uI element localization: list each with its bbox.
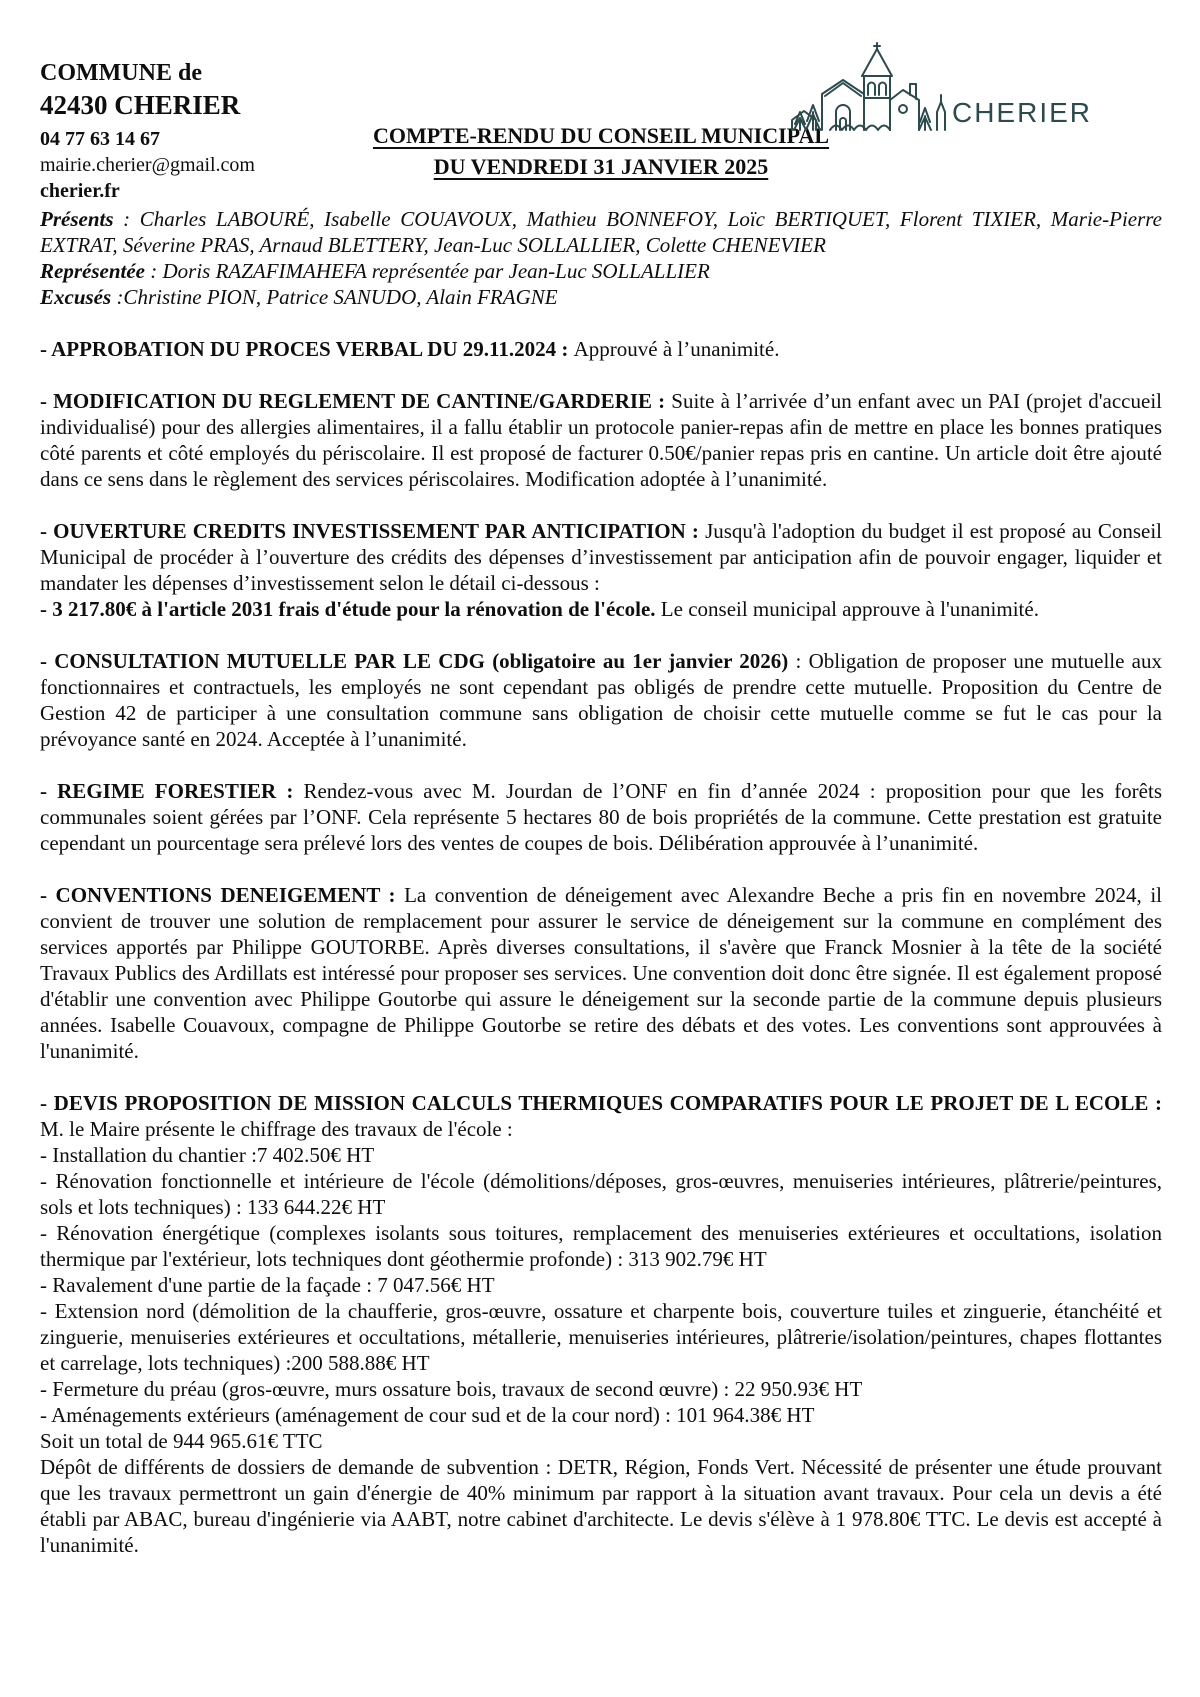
presents-names: : Charles LABOURÉ, Isabelle COUAVOUX, Mathieu BONNEFOY, Loïc BERTIQUET, Florent TIXIER, Marie-Pierre EXTRAT, Séverine PRAS, Arnaud BLETTERY, Jean-Luc SOLLALLIER, Colette CHENEVIER — [40, 207, 1162, 257]
devis-intro — [40, 1090, 1162, 1142]
estimate-line-item: - Rénovation énergétique (complexes isolants sous toitures, remplacement des menuiseries extérieures et occultations, isolation thermique par l'extérieur, lots techniques dont géothermie profonde) : 313 902.79€ HT — [40, 1221, 1162, 1271]
credit-approval: Le conseil municipal approuve à l'unanimité. — [660, 597, 1039, 621]
section-heading: - REGIME FORESTIER : — [40, 779, 304, 803]
section-approbation — [40, 336, 1162, 362]
section-text: M. le Maire présente le chiffrage des travaux de l'école : — [40, 1117, 513, 1141]
section-text: Suite à l’arrivée d’un enfant avec un PAI (projet d'accueil individualisé) pour des allergies alimentaires, il a fallu établir un protocole panier-repas afin de mettre en place les bonnes pratiques côté parents et côté employés du périscolaire. Il est proposé de facturer 0.50€/panier repas pris en cantine. Un article doit être ajouté dans ce sens dans le règlement des services périscolaires. Modification adoptée à l’unanimité. — [40, 389, 1162, 491]
attendance-representee — [40, 258, 1162, 284]
estimate-line-item: - Aménagements extérieurs (aménagement de cour sud et de la cour nord) : 101 964.38€ HT — [40, 1403, 815, 1427]
section-heading: - APPROBATION DU PROCES VERBAL DU 29.11.2024 : — [40, 337, 574, 361]
section-heading: - MODIFICATION DU REGLEMENT DE CANTINE/GARDERIE : — [40, 389, 672, 413]
estimate-line-item: - Ravalement d'une partie de la façade : 7 047.56€ HT — [40, 1273, 495, 1297]
email-address: mairie.cherier@gmail.com — [40, 154, 255, 176]
document-title-line-2: DU VENDREDI 31 JANVIER 2025 — [433, 154, 769, 179]
estimate-line-item: - Extension nord (démolition de la chaufferie, gros-œuvre, ossature et charpente bois, couverture tuiles et zinguerie, étanchéité et zinguerie, menuiseries extérieures et occultations, métallerie, menuiseries intérieures, plâtrerie/isolation/peintures, chapes flottantes et carrelage, lots techniques) :200 588.88€ HT — [40, 1299, 1162, 1375]
representee-names: : Doris RAZAFIMAHEFA représentée par Jean-Luc SOLLALLIER — [144, 259, 710, 283]
attendance-block — [40, 206, 1162, 310]
estimate-line-item: - Installation du chantier :7 402.50€ HT — [40, 1143, 375, 1167]
section-text: Approuvé à l’unanimité. — [573, 337, 780, 361]
village-skyline-icon — [790, 42, 950, 134]
section-text: Jusqu'à l'adoption du budget il est proposé au Conseil Municipal de procéder à l’ouverture des crédits des dépenses d’investissement par anticipation afin de pouvoir engager, liquider et mandater les dépenses d’investissement selon le détail ci-dessous : — [40, 519, 1162, 595]
estimate-total-line: Soit un total de 944 965.61€ TTC — [40, 1429, 323, 1453]
section-heading: - DEVIS PROPOSITION DE MISSION CALCULS THERMIQUES COMPARATIFS POUR LE PROJET DE L ECOLE : — [40, 1091, 1162, 1115]
representee-label: Représentée — [40, 259, 145, 283]
excuses-names: :Christine PION, Patrice SANUDO, Alain FRAGNE — [111, 285, 558, 309]
section-heading: - OUVERTURE CREDITS INVESTISSEMENT PAR ANTICIPATION : — [40, 519, 706, 543]
section-regime-forestier — [40, 778, 1162, 856]
commune-name: 42430 CHERIER — [40, 90, 241, 120]
subvention-paragraph: Dépôt de différents de dossiers de demande de subvention : DETR, Région, Fonds Vert. Nécessité de présenter une étude prouvant que les travaux permettront un gain d'énergie de 40% minimum par rapport à la situation avant travaux. Pour cela un devis a été établi par ABAC, bureau d'ingénierie via AABT, notre cabinet d'architecte. Le devis s'élève à 1 978.80€ TTC. Le devis est accepté à l'unanimité. — [40, 1455, 1162, 1557]
section-text: Rendez-vous avec M. Jourdan de l’ONF en fin d’année 2024 : proposition pour que les forêts communales soient gérées par l’ONF. Cela représente 5 hectares 80 de bois propriétés de la commune. Cette prestation est gratuite cependant un pourcentage sera prélevé lors des ventes de coupes de bois. Délibération approuvée à l’unanimité. — [40, 779, 1163, 855]
document-header — [40, 0, 1162, 200]
section-text: : Obligation de proposer une mutuelle aux fonctionnaires et contractuels, les employés ne sont cependant pas obligés de prendre cette mutuelle. Proposition du Centre de Gestion 42 de participer à une consultation commune sans obligation de choisir cette mutuelle comme se fut le cas pour la prévoyance santé en 2024. Acceptée à l’unanimité. — [40, 649, 1162, 751]
attendance-excuses — [40, 284, 1162, 310]
estimate-line-item: - Rénovation fonctionnelle et intérieure de l'école (démolitions/déposes, gros-œuvres, menuiseries intérieures, plâtrerie/peintures, sols et lots techniques) : 133 644.22€ HT — [40, 1169, 1162, 1219]
section-heading: - CONVENTIONS DENEIGEMENT : — [40, 883, 405, 907]
section-ouverture-credits — [40, 518, 1162, 622]
commune-line: COMMUNE de — [40, 60, 202, 86]
phone-number: 04 77 63 14 67 — [40, 128, 160, 150]
section-devis-thermique — [40, 1090, 1162, 1558]
presents-label: Présents — [40, 207, 114, 231]
section-consultation-mutuelle — [40, 648, 1162, 752]
attendance-presents — [40, 206, 1162, 258]
section-text: La convention de déneigement avec Alexandre Beche a pris fin en novembre 2024, il convient de trouver une solution de remplacement pour assurer le service de déneigement sur la commune en complément des services apportés par Philippe GOUTORBE. Après diverses consultations, il s'avère que Franck Mosnier à la tête de la société Travaux Publics des Ardillats est intéressé pour proposer ses services. Une convention doit donc être signée. Il est également proposé d'établir une convention avec Philippe Goutorbe qui assure le déneigement sur la seconde partie de la commune depuis plusieurs années. Isabelle Couavoux, compagne de Philippe Goutorbe se retire des débats et des votes. Les conventions sont approuvées à l'unanimité. — [40, 883, 1163, 1063]
document-title-line-1: COMPTE-RENDU DU CONSEIL MUNICIPAL — [372, 123, 830, 148]
section-conventions-deneigement — [40, 882, 1162, 1064]
excuses-label: Excusés — [40, 285, 112, 309]
website-url: cherier.fr — [40, 180, 120, 202]
document-body — [40, 206, 1162, 1558]
estimate-line-item: - Fermeture du préau (gros-œuvre, murs ossature bois, travaux de second œuvre) : 22 950.93€ HT — [40, 1377, 863, 1401]
section-heading: - CONSULTATION MUTUELLE PAR LE CDG (obligatoire au 1er janvier 2026) — [40, 649, 789, 673]
logo-wordmark: CHERIER — [951, 97, 1092, 128]
village-logo — [790, 42, 1092, 134]
section-modification-cantine — [40, 388, 1162, 492]
credit-amount-line: - 3 217.80€ à l'article 2031 frais d'étude pour la rénovation de l'école. — [40, 597, 661, 621]
